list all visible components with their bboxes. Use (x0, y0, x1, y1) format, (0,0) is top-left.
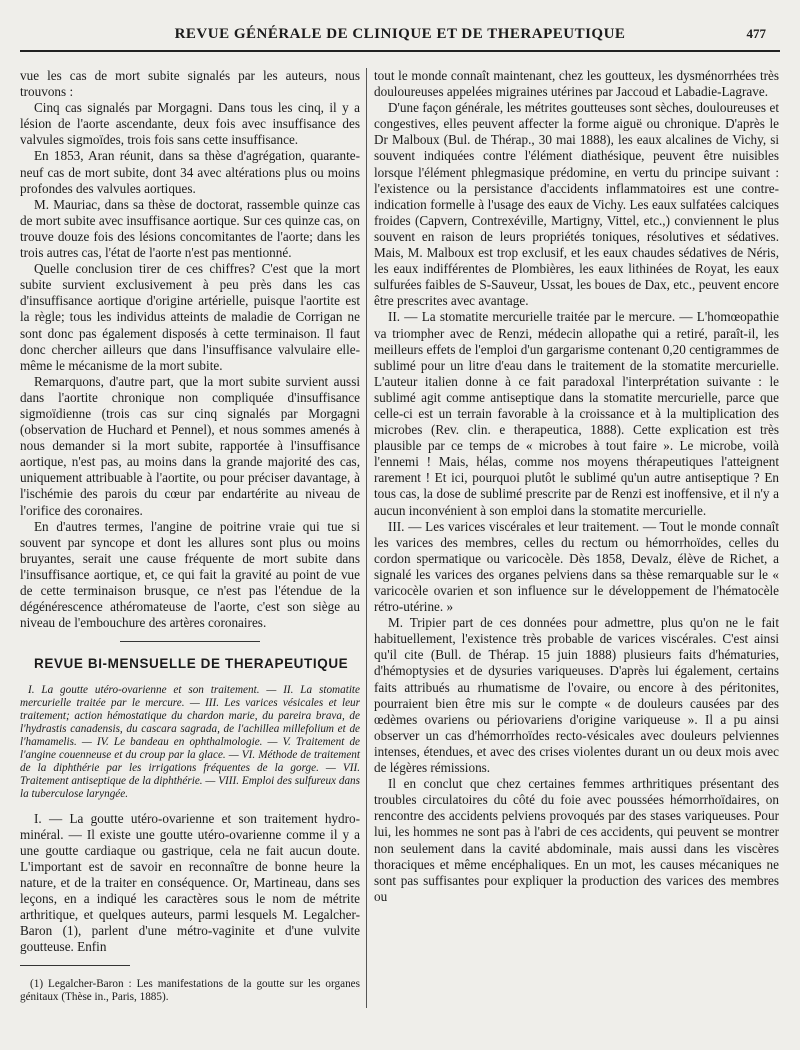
header-rule (20, 50, 780, 52)
paragraph: M. Tripier part de ces données pour admettre, plus qu'on ne le fait habituellement, l'existence très probable de varices viscérales. C'est ainsi qu'il cite (Bull. de Thérap. 15 juin 1888) plusieurs faits d'hématuries, d'hémoptysies et de dysuries variqueuses. D'après lui également, certains faits attribués au rhumatisme de l'ovaire, ou encore à des péritonites, pourraient bien être mis sur le compte « de douleurs causées par des œdèmes ovariens ou périovariens d'origine variqueuse ». Il a pu ainsi observer un cas d'hémorrhoïdes recto-vésicales avec douleurs pelviennes intenses, étendues, et avec des crises violentes durant un ou deux mois avec de légères rémissions. (374, 615, 779, 776)
paragraph: D'une façon générale, les métrites goutteuses sont sèches, douloureuses et congestives, elles peuvent affecter la forme aiguë ou chronique. D'après le Dr Malboux (Bul. de Thérap., 30 mai 1888), les eaux alcalines de Vichy, si souvent indiquées contre l'élément diathésique, peuvent être nuisibles lorsque l'élément phlegmasique prédomine, en vertu du principe suivant : l'existence ou la persistance d'accidents inflammatoires est une contre-indication formelle à l'usage des eaux de Vichy. Les eaux sulfatées calciques froides (Capvern, Contrexéville, Martigny, Vittel, etc.,) conviennent le plus souvent en raison de leurs propriétés toniques, résolutives et sédatives. Mais, M. Malboux est trop exclusif, et les eaux chaudes sédatives de Néris, les eaux indifférentes de Plombières, les eaux lithinées de Royat, les eaux sulfurées faibles de S-Sauveur, Ussat, les boues de Dax, etc., peuvent encore être prescrites avec avantage. (374, 100, 779, 309)
paragraph: Il en conclut que chez certaines femmes arthritiques présentant des troubles circulatoires du côté du foie avec poussées hémorrhoïdaires, on rencontre des accidents pelviens provoqués par des stases variqueuses. Pour lui, les hommes ne sont pas à l'abri de ces accidents, qui peuvent se montrer non seulement dans la cavité abdominale, mais aussi dans les viscères thoraciques et même encéphaliques. En un mot, les causes mécaniques ne sont pas suffisantes pour expliquer la production des varices des membres ou (374, 776, 779, 904)
paragraph: tout le monde connaît maintenant, chez les goutteux, les dysménorrhées très douloureuses appelées migraines utérines par Jaccoud et Labadie-Lagrave. (374, 68, 779, 100)
section-title: REVUE BI-MENSUELLE DE THERAPEUTIQUE (34, 656, 349, 672)
paragraph: Cinq cas signalés par Morgagni. Dans tous les cinq, il y a lésion de l'aorte ascendante, deux fois avec insuffisance des valvules sigmoïdes, trois fois sans cette insuffisance. (20, 100, 360, 148)
footnote: (1) Legalcher-Baron : Les manifestations de la goutte sur les organes génitaux (Thèse in., Paris, 1885). (20, 977, 360, 1003)
page-header (20, 18, 780, 48)
paragraph: Quelle conclusion tirer de ces chiffres? C'est que la mort subite survient exclusivement à peu près dans les cas d'insuffisance aortique d'origine artérielle, puisque l'aortite est la règle; tous les individus atteints de maladie de Corrigan ne sont donc pas également disposés à cette terminaison. Il faut donc chercher ailleurs que dans l'insuffisance valvulaire elle-même le mécanisme de la mort subite. (20, 261, 360, 373)
paragraph: III. — Les varices viscérales et leur traitement. — Tout le monde connaît les varices des membres, celles du rectum ou hémorrhoïdes, celles du cordon spermatique ou varicocèle. Dès 1858, Devalz, élève de Richet, a signalé les varices des organes pelviens dans sa thèse remarquable sur le « varicocèle ovarien et son influence sur le développement de l'hématocèle rétro-utérine. » (374, 518, 779, 615)
paragraph: En 1853, Aran réunit, dans sa thèse d'agrégation, quarante-neuf cas de mort subite, dont 34 avec altérations plus ou moins profondes des valvules aortiques. (20, 148, 360, 196)
column-divider (366, 68, 367, 1008)
running-title: REVUE GÉNÉRALE DE CLINIQUE ET DE THERAPEUTIQUE (174, 26, 626, 42)
paragraph: I. — La goutte utéro-ovarienne et son traitement hydro-minéral. — Il existe une goutte utéro-ovarienne comme il y a une goutte cardiaque ou gastrique, cela ne fait aucun doute. L'important est de savoir en reconnaître de bonne heure la nature, et de la traiter en conséquence. Or, Martineau, dans ses leçons, en a indiqué les caractères sous le nom de métrite arthritique, et quelques auteurs, parmi lesquels M. Legalcher-Baron (1), parlent d'une métro-vaginite et d'une vulvite goutteuse. Enfin (20, 810, 360, 955)
section-summary-text: I. La goutte utéro-ovarienne et son traitement. — II. La stomatite mercurielle traitée par le mercure. — III. Les varices vésicales et leur traitement; action hémostatique du chardon marie, du pareira brava, de l'hydrastis canadensis, du cascara sagrada, de l'achillea millefolium et de l'hamamelis. — IV. Le bandeau en ophthalmologie. — V. Traitement de l'angine couenneuse et du croup par la glace. — VI. Méthode de traitement de la diphthérie par les irrigations fréquentes de la gorge. — VII. Traitement antiseptique de la diphthérie. — VIII. Emploi des sulfureux dans la tuberculose laryngée. (20, 684, 360, 800)
paragraph: M. Mauriac, dans sa thèse de doctorat, rassemble quinze cas de mort subite avec insuffisance aortique. Sur ces quinze cas, on trouve douze fois des lésions concomitantes de l'aorte; dans les trois autres cas, l'état de l'aorte n'est pas mentionné. (20, 196, 360, 261)
page-number: 477 (746, 26, 766, 41)
paragraph: vue les cas de mort subite signalés par les auteurs, nous trouvons : (20, 68, 360, 100)
section-summary (20, 684, 360, 800)
footnote-rule (20, 965, 130, 966)
paragraph: En d'autres termes, l'angine de poitrine vraie qui tue si souvent par syncope et dont les allures sont plus ou moins bruyantes, serait une cause fréquente de mort subite dans l'insuffisance aortique, et, ce qui fait la gravité au point de vue de cette terminaison brusque, ce n'est pas l'étendue de la dégénérescence athéromateuse de l'aorte, c'est son siège au niveau de l'embouchure des artères coronaires. (20, 518, 360, 631)
left-column (20, 68, 360, 1015)
paragraph: Remarquons, d'autre part, que la mort subite survient aussi dans l'aortite chronique non compliquée d'insuffisance sigmoïdienne (trois cas sur cinq signalés par Morgagni (observation de Huchard et Pennel), et nous sommes amenés à nous demander si la mort subite, rapportée à l'insuffisance aortique, n'est pas, au moins dans la grande majorité des cas, uniquement attribuable à l'aortite, ou pour préciser davantage, à l'ischémie des parois du cœur par endartérite au niveau de l'orifice des coronaires. (20, 373, 360, 518)
section-separator (120, 641, 260, 642)
right-column (374, 68, 779, 905)
paragraph: II. — La stomatite mercurielle traitée par le mercure. — L'homœopathie va triompher avec de Renzi, médecin allopathe qui a retiré, paraît-il, les meilleurs effets de l'emploi d'un gargarisme contenant 0,20 centigrammes de sublimé pour un litre d'eau dans le traitement de la stomatite mercurielle. L'auteur italien donne à ce fait paradoxal l'interprétation suivante : le sublimé agit comme antiseptique dans la stomatite mercurielle, parce que celle-ci est un terrain favorable à la croissance et à la multiplication des microbes (Rev. clin. e therapeutica, 1888). Cette explication est très plausible par ce temps de « microbes à tout faire ». Le microbe, voilà l'ennemi ! Mais, hélas, comme nos moyens thérapeutiques l'atteignent rarement ! Et ici, pourquoi plutôt le sublimé qu'un autre antiseptique ? En tous cas, la dose de sublimé prescrite par de Renzi est inoffensive, et il n'y a aucun inconvénient à son emploi dans la stomatite mercurielle. (374, 309, 779, 518)
